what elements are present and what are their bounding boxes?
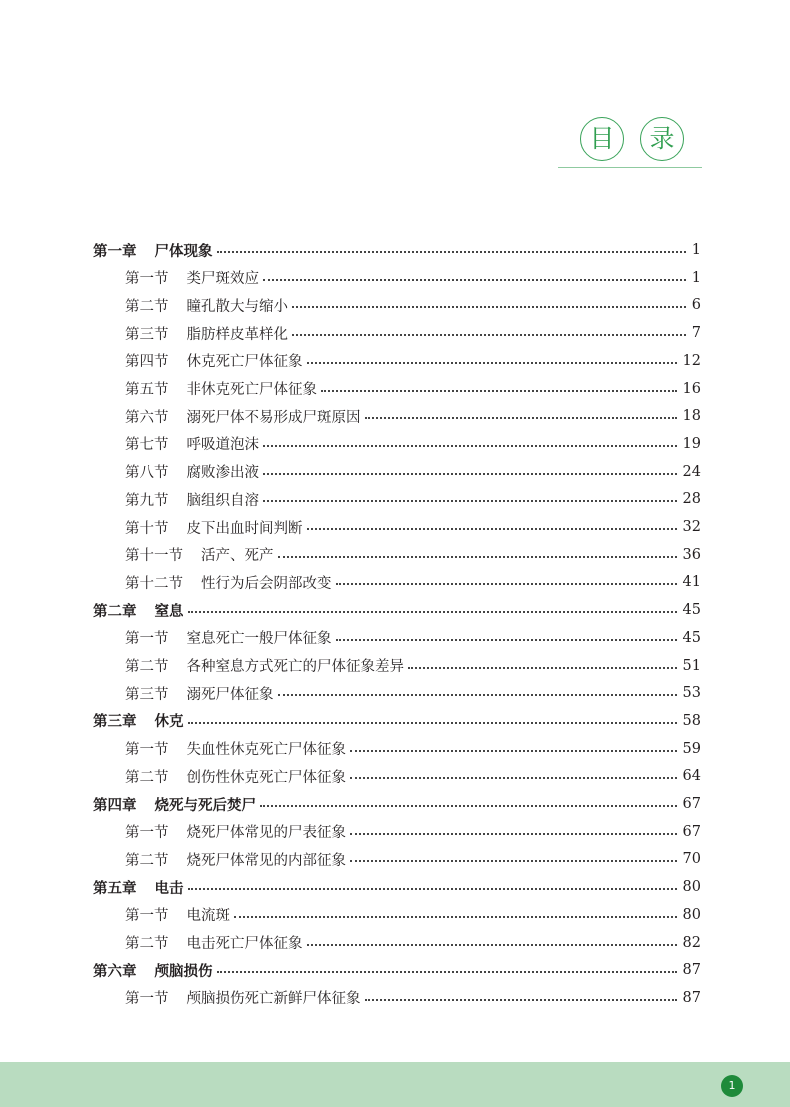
page-number: 87	[682, 989, 701, 1006]
toc-chapter-row[interactable]	[93, 596, 701, 624]
toc-heading-char-2: 录	[640, 117, 684, 161]
section-number: 第一节	[125, 631, 169, 648]
page-number: 1	[691, 269, 701, 286]
section-title: 脑组织自溶	[186, 492, 259, 509]
page-number: 6	[691, 297, 701, 314]
dot-leader	[260, 805, 677, 807]
page-number: 41	[682, 574, 701, 591]
section-title: 电击死亡尸体征象	[186, 936, 303, 952]
section-number: 第三节	[125, 326, 169, 343]
section-number: 第一节	[125, 908, 169, 925]
page-number: 45	[682, 602, 701, 619]
toc-section-row[interactable]	[125, 485, 701, 513]
toc-entry-label	[93, 240, 213, 261]
toc-section-row[interactable]	[125, 652, 701, 680]
toc-section-row[interactable]	[125, 762, 701, 790]
page-number: 36	[682, 546, 701, 563]
dot-leader	[350, 833, 677, 835]
dot-leader	[350, 777, 677, 779]
toc-entry-label	[93, 960, 213, 981]
toc-entry-label	[125, 627, 332, 648]
toc-entry-label	[125, 904, 230, 925]
toc-section-row[interactable]	[125, 929, 701, 957]
dot-leader	[336, 583, 677, 585]
dot-leader	[350, 750, 677, 752]
page-number: 12	[682, 352, 701, 369]
section-number: 第二节	[125, 936, 169, 952]
toc-section-row[interactable]	[125, 568, 701, 596]
dot-leader	[188, 888, 677, 890]
dot-leader	[278, 556, 677, 558]
page-number: 87	[682, 962, 701, 979]
toc-entry-label	[125, 489, 259, 510]
dot-leader	[365, 417, 677, 419]
dot-leader	[263, 445, 677, 447]
toc-entry-label	[93, 710, 184, 731]
section-title: 瞳孔散大与缩小	[186, 298, 288, 315]
section-number: 第三节	[125, 686, 169, 703]
section-title: 各种窒息方式死亡的尸体征象差异	[186, 659, 404, 675]
section-number: 第十一节	[125, 548, 183, 565]
page-number: 80	[682, 906, 701, 923]
page-number: 67	[682, 823, 701, 840]
toc-section-row[interactable]	[125, 347, 701, 375]
toc-heading	[558, 117, 702, 169]
page-number: 51	[682, 657, 701, 674]
page-number: 24	[682, 463, 701, 480]
dot-leader	[188, 722, 677, 724]
page-number: 16	[682, 380, 701, 397]
toc-chapter-row[interactable]	[93, 873, 701, 901]
dot-leader	[278, 694, 677, 696]
section-number: 第一节	[125, 825, 169, 842]
page-number: 53	[682, 685, 701, 702]
chapter-number: 第六章	[93, 963, 137, 980]
section-title: 腐败渗出液	[186, 465, 259, 482]
toc-section-row[interactable]	[125, 458, 701, 486]
toc-entry-label	[125, 267, 259, 288]
section-title: 溺死尸体征象	[186, 686, 274, 703]
toc-section-row[interactable]	[125, 513, 701, 541]
toc-entry-label	[125, 766, 346, 787]
page-number: 67	[682, 796, 701, 812]
section-title: 烧死尸体常见的尸表征象	[186, 825, 346, 842]
toc-chapter-row[interactable]	[93, 236, 701, 264]
section-title: 呼吸道泡沫	[186, 437, 259, 454]
toc-entry-label	[125, 461, 259, 482]
section-number: 第一节	[125, 271, 169, 288]
section-number: 第六节	[125, 409, 169, 426]
section-title: 活产、死产	[201, 548, 274, 565]
section-number: 第八节	[125, 465, 169, 482]
section-number: 第十二节	[125, 575, 183, 592]
dot-leader	[365, 999, 677, 1001]
toc-section-row[interactable]	[125, 319, 701, 347]
page-number: 28	[682, 491, 701, 508]
dot-leader	[321, 390, 677, 392]
toc-chapter-row[interactable]	[93, 790, 701, 818]
toc-section-row[interactable]	[125, 624, 701, 652]
toc-section-row[interactable]	[125, 679, 701, 707]
dot-leader	[307, 944, 677, 946]
chapter-number: 第四章	[93, 797, 137, 814]
dot-leader	[263, 279, 686, 281]
dot-leader	[234, 916, 677, 918]
chapter-title: 烧死与死后焚尸	[154, 797, 256, 814]
page-number: 18	[682, 408, 701, 425]
section-number: 第二节	[125, 659, 169, 675]
toc-entry-label	[125, 517, 303, 538]
chapter-title: 电击	[154, 880, 184, 897]
toc-entry-label	[125, 849, 346, 870]
page-number: 19	[682, 435, 701, 452]
dot-leader	[307, 362, 677, 364]
toc-entry-label	[125, 572, 332, 593]
toc-entry-label	[125, 738, 346, 759]
toc-entry-label	[125, 350, 303, 371]
toc-entry-label	[93, 600, 184, 621]
page-number: 59	[682, 740, 701, 757]
section-title: 烧死尸体常见的内部征象	[186, 852, 346, 869]
dot-leader	[350, 860, 677, 862]
toc-entry-label	[125, 406, 361, 427]
toc-section-row[interactable]	[125, 818, 701, 846]
section-number: 第二节	[125, 769, 169, 786]
chapter-title: 休克	[154, 714, 184, 731]
section-title: 脂肪样皮革样化	[186, 326, 288, 343]
toc-entry-label	[93, 794, 256, 815]
section-title: 类尸斑效应	[186, 271, 259, 288]
section-number: 第九节	[125, 492, 169, 509]
page-number: 7	[691, 325, 701, 342]
dot-leader	[292, 306, 686, 308]
chapter-number: 第五章	[93, 880, 137, 897]
dot-leader	[408, 667, 677, 669]
toc-section-row[interactable]	[125, 984, 701, 1012]
section-title: 创伤性休克死亡尸体征象	[186, 769, 346, 786]
section-number: 第一节	[125, 991, 169, 1008]
section-number: 第五节	[125, 382, 169, 398]
chapter-number: 第三章	[93, 714, 137, 731]
toc-section-row[interactable]	[125, 901, 701, 929]
page-number: 82	[682, 934, 701, 951]
section-number: 第十节	[125, 520, 169, 537]
toc-entry-label	[125, 433, 259, 454]
section-title: 皮下出血时间判断	[186, 520, 303, 537]
section-number: 第二节	[125, 298, 169, 315]
section-number: 第四节	[125, 354, 169, 371]
dot-leader	[217, 251, 686, 253]
toc-entry-label	[125, 323, 288, 344]
page-number: 1	[691, 242, 701, 258]
section-title: 窒息死亡一般尸体征象	[186, 631, 332, 648]
toc-entry-label	[125, 987, 361, 1008]
toc-entry-label	[125, 378, 317, 399]
toc-section-row[interactable]	[125, 735, 701, 763]
section-title: 颅脑损伤死亡新鲜尸体征象	[186, 991, 361, 1008]
page-number: 70	[682, 851, 701, 868]
section-number: 第一节	[125, 742, 169, 759]
toc-section-row[interactable]	[125, 291, 701, 319]
page-number: 64	[682, 768, 701, 785]
toc-heading-char-1: 目	[580, 117, 624, 161]
toc-section-row[interactable]	[125, 541, 701, 569]
page-number: 32	[682, 519, 701, 535]
dot-leader	[336, 639, 677, 641]
toc-entry-label	[125, 821, 346, 842]
toc-chapter-row[interactable]	[93, 956, 701, 984]
chapter-number: 第一章	[93, 243, 137, 260]
toc-entry-label	[125, 655, 404, 676]
dot-leader	[263, 473, 677, 475]
toc-entry-label	[125, 295, 288, 316]
dot-leader	[307, 528, 677, 530]
toc-section-row[interactable]	[125, 430, 701, 458]
heading-divider	[558, 167, 702, 168]
section-number: 第七节	[125, 437, 169, 454]
section-number: 第二节	[125, 852, 169, 869]
toc-chapter-row[interactable]	[93, 707, 701, 735]
page-number: 80	[682, 879, 701, 896]
section-title: 电流斑	[186, 908, 230, 925]
page-number: 45	[682, 629, 701, 646]
chapter-title: 尸体现象	[154, 243, 213, 260]
chapter-number: 第二章	[93, 603, 137, 620]
toc-entry-label	[125, 544, 274, 565]
dot-leader	[263, 500, 677, 502]
chapter-title: 颅脑损伤	[154, 963, 213, 980]
section-title: 性行为后会阴部改变	[201, 575, 332, 592]
toc-section-row[interactable]	[125, 375, 701, 403]
page-number-badge: 1	[721, 1075, 743, 1097]
toc-entry-label	[125, 683, 274, 704]
toc-section-row[interactable]	[125, 264, 701, 292]
section-title: 休克死亡尸体征象	[186, 354, 303, 371]
toc-entry-label	[125, 932, 303, 953]
dot-leader	[188, 611, 677, 613]
dot-leader	[292, 334, 686, 336]
section-title: 失血性休克死亡尸体征象	[186, 742, 346, 759]
toc-section-row[interactable]	[125, 402, 701, 430]
page-number: 58	[682, 712, 701, 729]
section-title: 非休克死亡尸体征象	[186, 382, 317, 398]
toc-entry-label	[93, 877, 184, 898]
toc-section-row[interactable]	[125, 845, 701, 873]
chapter-title: 窒息	[154, 603, 184, 620]
dot-leader	[217, 971, 677, 973]
section-title: 溺死尸体不易形成尸斑原因	[186, 409, 361, 426]
footer-band	[0, 1062, 790, 1107]
